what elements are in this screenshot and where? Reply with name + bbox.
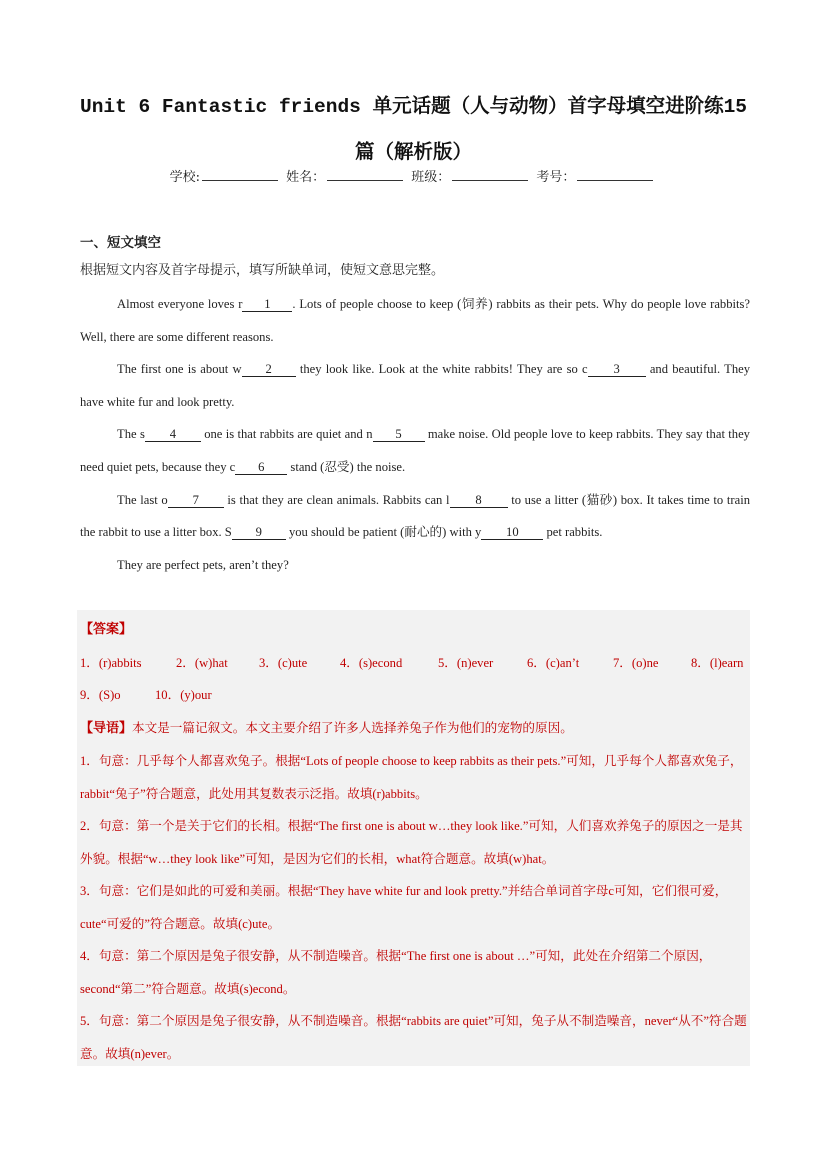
passage-paragraph-5: They are perfect pets, aren’t they?	[117, 557, 289, 572]
gap-10[interactable]: 10	[481, 526, 543, 540]
answer-item: 4．(s)econd	[340, 655, 403, 670]
class-label: 班级：	[411, 170, 451, 185]
gap-1[interactable]: 1	[242, 298, 292, 312]
section-instruction: 根据短文内容及首字母提示，填写所缺单词，使短文意思完整。	[80, 263, 445, 278]
gap-3[interactable]: 3	[588, 363, 646, 377]
answer-list-row-1	[80, 647, 748, 680]
gap-5[interactable]: 5	[373, 428, 425, 442]
passage-text: The s	[117, 427, 145, 442]
explanation-5: 5．句意：第二个原因是兔子很安静，从不制造噪音。根据“rabbits are quiet”可知，兔子从不制造噪音，never“从不”符合题意。故填(n)ever。	[80, 1014, 747, 1061]
section-heading: 一、短文填空	[80, 235, 161, 251]
guide-label: 【导语】	[80, 720, 133, 736]
passage-paragraph-4	[80, 484, 750, 549]
passage-text: and beautiful. They have white fur and look pretty.	[80, 362, 751, 409]
gap-4[interactable]: 4	[145, 428, 201, 442]
passage-text: is that they are clean animals. Rabbits can l	[223, 492, 450, 507]
answer-item: 10．(y)our	[155, 688, 212, 702]
passage-text: The last o	[117, 492, 168, 507]
passage-text: one is that rabbits are quiet and n	[200, 427, 373, 442]
explanation-4: 4．句意：第二个原因是兔子很安静，从不制造噪音。根据“The first one is about …”可知，此处在介绍第二个原因，second“第二”符合题意。故填(s)econd。	[80, 949, 712, 996]
answer-item: 1．(r)abbits	[80, 655, 142, 670]
gap-2[interactable]: 2	[242, 363, 296, 377]
answer-item: 5．(n)ever	[438, 655, 494, 670]
explanation-2: 2．句意：第一个是关于它们的长相。根据“The first one is about w…they look like.”可知，人们喜欢养兔子的原因之一是其外貌。根据“w…they look like”可知，是因为它们的长相，what符合题意。故填(w)hat。	[80, 819, 743, 866]
passage	[80, 288, 750, 581]
explanation-1: 1．句意：几乎每个人都喜欢兔子。根据“Lots of people choose to keep rabbits as their pets.”可知，几乎每个人都喜欢兔子，rabbit“兔子”符合题意，此处用其复数表示泛指。故填(r)abbits。	[80, 754, 743, 801]
answer-item: 3．(c)ute	[259, 655, 308, 670]
gap-7[interactable]: 7	[168, 494, 224, 508]
passage-text: pet rabbits.	[543, 525, 603, 540]
answer-item: 6．(c)an’t	[527, 655, 580, 670]
gap-8[interactable]: 8	[450, 494, 508, 508]
school-blank[interactable]	[202, 169, 278, 181]
school-label: 学校:	[169, 170, 200, 185]
guide	[80, 712, 748, 746]
explanation-3: 3．句意：它们是如此的可爱和美丽。根据“They have white fur and look pretty.”并结合单词首字母c可知，它们很可爱，cute“可爱的”符合题意。故填(c)ute。	[80, 884, 728, 931]
student-info-row	[0, 166, 827, 185]
exam-no-label: 考号：	[536, 170, 576, 185]
name-blank[interactable]	[327, 169, 403, 181]
guide-text: 本文是一篇记叙文。本文主要介绍了许多人选择养兔子作为他们的宠物的原因。	[132, 720, 573, 735]
passage-paragraph-3	[80, 418, 750, 483]
passage-text: make noise. Old people love to keep rabbits. They say that they need quiet pets, because they c	[80, 427, 750, 474]
answer-list-row-2	[80, 679, 748, 712]
class-blank[interactable]	[452, 169, 528, 181]
passage-paragraph-1	[80, 288, 750, 353]
passage-text: The first one is about w	[117, 362, 242, 377]
exam-no-blank[interactable]	[577, 169, 653, 181]
passage-text: to use a litter (猫砂) box. It takes time to train the rabbit to use a litter box. S	[80, 492, 750, 540]
gap-6[interactable]: 6	[235, 461, 287, 475]
passage-paragraph-2	[80, 353, 750, 418]
document-title	[60, 84, 767, 176]
passage-text: they look like. Look at the white rabbits! They are so c	[295, 362, 588, 377]
answer-item: 2．(w)hat	[176, 655, 228, 670]
answer-heading: 【答案】	[80, 622, 133, 637]
passage-text: stand (忍受) the noise.	[287, 459, 406, 474]
passage-text: you should be patient (耐心的) with y	[285, 525, 482, 540]
answer-section	[80, 614, 748, 1070]
title-line-1: Unit 6 Fantastic friends 单元话题（人与动物）首字母填空进阶练15	[80, 96, 747, 118]
passage-text: . Lots of people choose to keep (饲养) rabbits as their pets. Why do people love rabbits? Well, there are some different reasons.	[80, 297, 750, 344]
passage-text: Almost everyone loves r	[117, 297, 243, 311]
title-line-2: 篇（解析版）	[354, 142, 472, 164]
answer-item: 7．(o)ne	[613, 655, 659, 670]
answer-item: 8．(l)earn	[691, 655, 744, 670]
answer-item: 9．(S)o	[80, 688, 121, 702]
gap-9[interactable]: 9	[232, 526, 286, 540]
name-label: 姓名：	[286, 170, 326, 185]
